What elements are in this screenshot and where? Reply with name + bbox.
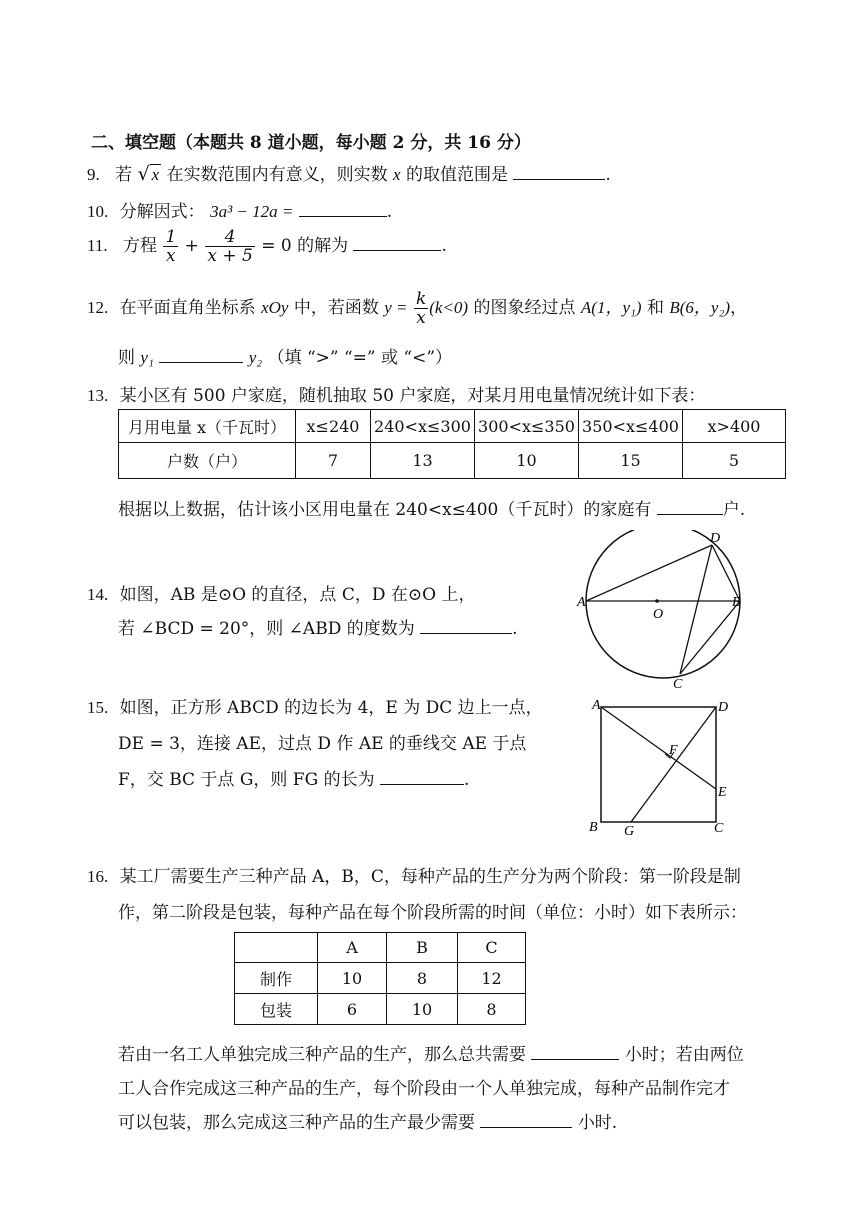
- q12-text-2: 中，若函数: [293, 298, 379, 318]
- q14-line-2-text: 若 ∠BCD = 20°，则 ∠ABD 的度数为: [118, 619, 415, 639]
- table-row: [235, 963, 526, 994]
- question-number: 10.: [87, 202, 109, 221]
- section-title: 二、填空题（本题共 8 道小题，每小题 2 分，共 16 分）: [91, 133, 531, 153]
- fraction-2: [205, 228, 254, 265]
- q9-radicand: x: [151, 165, 160, 184]
- chord-ad: [586, 545, 712, 601]
- point-a: A(1，y₁): [580, 298, 642, 317]
- q15-line-3-text: F，交 BC 于点 G，则 FG 的长为: [118, 770, 375, 790]
- label-a: A: [577, 595, 586, 610]
- table-cell: 户数（户）: [119, 443, 296, 479]
- table-row: [235, 994, 526, 1025]
- question-number: 14.: [87, 585, 109, 604]
- q15-end: .: [464, 770, 470, 790]
- q12-instruction: （填 “>” “=” 或 “<”）: [267, 348, 453, 368]
- table-cell: x≤240: [296, 410, 371, 443]
- question-15-line-3: [118, 765, 469, 790]
- q16-answer-line-3: [118, 1108, 617, 1133]
- table-cell: 8: [458, 994, 526, 1025]
- question-13-followup: [118, 495, 745, 520]
- label-b: B: [732, 595, 741, 610]
- table-header-row: [235, 933, 526, 963]
- table-cell: A: [318, 933, 387, 963]
- label-b: B: [589, 820, 598, 835]
- q16-answer-line-2: 工人合作完成这三种产品的生产，每个阶段由一个人单独完成，每种产品制作完才: [118, 1079, 730, 1099]
- answer-blank[interactable]: [159, 348, 243, 363]
- question-13: [87, 381, 705, 406]
- denominator: x + 5: [207, 246, 253, 266]
- q12-then: 则: [118, 348, 135, 368]
- label-f: F: [669, 743, 678, 758]
- label-a: A: [592, 698, 601, 713]
- question-14-line-2: [118, 614, 518, 639]
- q10-text: 分解因式：: [119, 202, 205, 222]
- table-cell: 300<x≤350: [475, 410, 579, 443]
- square-figure: [583, 697, 733, 839]
- q15-line-1: 如图，正方形 ABCD 的边长为 4，E 为 DC 边上一点，: [119, 698, 543, 718]
- circle-o: [586, 530, 740, 678]
- table-cell: 10: [318, 963, 387, 994]
- answer-blank[interactable]: [380, 770, 464, 785]
- numerator: 1: [165, 227, 177, 247]
- answer-blank[interactable]: [353, 236, 441, 251]
- fraction-k-over-x: [414, 290, 428, 327]
- label-d: D: [710, 531, 721, 546]
- segment-dg: [631, 707, 716, 822]
- denominator: x: [166, 246, 176, 266]
- table-cell: 15: [579, 443, 683, 479]
- label-d: D: [718, 700, 729, 715]
- q12-and: 和: [646, 298, 664, 318]
- q13-end: 户.: [722, 500, 746, 520]
- table-cell: 制作: [235, 963, 318, 994]
- q9-text-1: 若: [115, 165, 133, 185]
- table-cell: 13: [371, 443, 475, 479]
- table-header-row: [119, 410, 786, 443]
- sqrt-symbol: √: [137, 163, 150, 185]
- circle-figure: [572, 530, 762, 690]
- answer-blank[interactable]: [657, 500, 723, 515]
- table-cell: 6: [318, 994, 387, 1025]
- denominator: x: [416, 308, 426, 328]
- question-number: 13.: [87, 386, 109, 405]
- label-c: C: [673, 677, 683, 690]
- question-12: [87, 290, 747, 327]
- q14-line-1: 如图，AB 是⊙O 的直径，点 C，D 在⊙O 上，: [119, 585, 476, 605]
- numerator: k: [415, 289, 427, 309]
- table-cell: 240<x≤300: [371, 410, 475, 443]
- table-row: [119, 443, 786, 479]
- answer-blank[interactable]: [420, 619, 512, 634]
- answer-blank[interactable]: [480, 1113, 572, 1128]
- electricity-table: [118, 409, 786, 479]
- q12-y1: y₁: [140, 348, 154, 367]
- point-b: B(6，y₂): [669, 298, 731, 317]
- q12-condition: (k<0): [429, 298, 469, 317]
- q16-a1-text: 若由一名工人单独完成三种产品的生产，那么总共需要: [118, 1045, 526, 1065]
- label-g: G: [624, 824, 635, 839]
- numerator: 4: [205, 228, 254, 247]
- question-10: [87, 197, 392, 222]
- question-number: 9.: [87, 165, 100, 184]
- table-cell: [235, 933, 318, 963]
- q16-a3-end: 小时.: [577, 1113, 618, 1133]
- q10-expression: 3a³ − 12a =: [210, 202, 294, 221]
- q12-xoy: xOy: [261, 298, 289, 317]
- question-11: [87, 228, 447, 265]
- table-cell: C: [458, 933, 526, 963]
- q12-text-3: 的图象经过点: [473, 298, 576, 318]
- label-c: C: [714, 821, 724, 836]
- question-number: 11.: [87, 236, 108, 255]
- q12-y2: y₂: [248, 348, 263, 367]
- label-o: O: [653, 607, 664, 622]
- q13-text: 某小区有 500 户家庭，随机抽取 50 户家庭，对某月用电量情况统计如下表：: [119, 386, 706, 406]
- table-cell: 350<x≤400: [579, 410, 683, 443]
- plus-sign: +: [184, 236, 199, 256]
- answer-blank[interactable]: [513, 165, 605, 180]
- table-cell: 5: [683, 443, 786, 479]
- fraction-1: [163, 228, 178, 265]
- segment-ae: [601, 707, 716, 789]
- question-12-line-2: [118, 343, 452, 368]
- q13-after-text: 根据以上数据，估计该小区用电量在 240<x≤400（千瓦时）的家庭有: [118, 500, 652, 520]
- table-cell: 10: [475, 443, 579, 479]
- table-cell: 12: [458, 963, 526, 994]
- q16-answer-line-1: [118, 1040, 744, 1065]
- center-point: [655, 599, 659, 603]
- question-number: 12.: [87, 298, 109, 317]
- answer-blank[interactable]: [531, 1045, 619, 1060]
- question-number: 15.: [87, 698, 109, 717]
- q16-line-1: 某工厂需要生产三种产品 A，B，C，每种产品的生产分为两个阶段：第一阶段是制: [119, 867, 741, 887]
- table-cell: x>400: [683, 410, 786, 443]
- q9-text-3: 的取值范围是: [405, 165, 508, 185]
- q12-end: ，: [730, 298, 748, 318]
- q12-text-1: 在平面直角坐标系: [119, 298, 256, 318]
- q9-end: .: [605, 165, 611, 185]
- q10-end: .: [386, 202, 393, 222]
- q11-text-2: = 0 的解为: [261, 236, 349, 256]
- table-cell: 8: [387, 963, 458, 994]
- table-cell: 包装: [235, 994, 318, 1025]
- question-15: [87, 693, 543, 718]
- table-cell: 7: [296, 443, 371, 479]
- q15-line-2: DE = 3，连接 AE，过点 D 作 AE 的垂线交 AE 于点: [118, 734, 527, 754]
- q12-y: y =: [384, 298, 408, 317]
- q11-text-1: 方程: [123, 236, 158, 256]
- production-table: [234, 932, 526, 1025]
- q16-a1-end: 小时；若由两位: [624, 1045, 744, 1065]
- label-e: E: [718, 785, 727, 800]
- question-number: 16.: [87, 867, 109, 886]
- table-cell: 10: [387, 994, 458, 1025]
- question-9: [87, 160, 611, 185]
- q14-end: .: [512, 619, 518, 639]
- table-cell: B: [387, 933, 458, 963]
- table-cell: 月用电量 x（千瓦时）: [119, 410, 296, 443]
- question-14: [87, 580, 475, 605]
- answer-blank[interactable]: [299, 202, 387, 217]
- q9-var: x: [393, 165, 401, 184]
- square-abcd: [601, 707, 716, 822]
- q16-a3-text: 可以包装，那么完成这三种产品的生产最少需要: [118, 1113, 475, 1133]
- q16-line-2: 作，第二阶段是包装，每种产品在每个阶段所需的时间（单位：小时）如下表所示：: [118, 903, 747, 923]
- q11-end: .: [441, 236, 447, 256]
- q9-text-2: 在实数范围内有意义，则实数: [166, 165, 388, 185]
- question-16: [87, 862, 741, 887]
- chord-db: [712, 545, 740, 601]
